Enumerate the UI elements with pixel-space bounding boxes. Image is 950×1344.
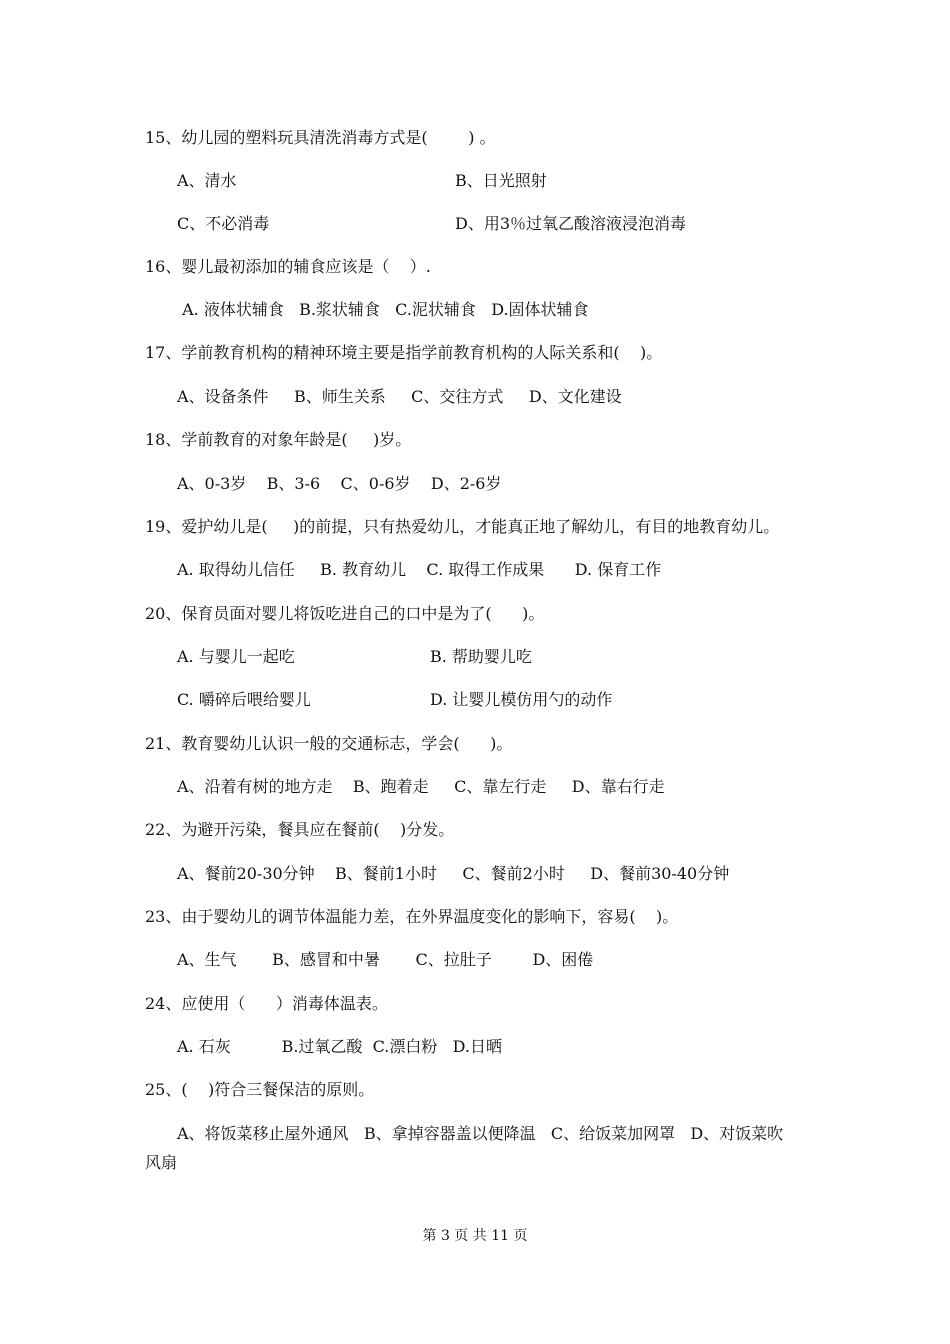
question-17-options: A、设备条件 B、师生关系 C、交往方式 D、文化建设 — [177, 387, 622, 406]
question-20-option-c: C. 嚼碎后喂给婴儿 — [177, 690, 311, 709]
question-15-option-a: A、清水 — [177, 171, 237, 190]
question-16-stem: 16、婴儿最初添加的辅食应该是（ ）. — [145, 257, 431, 276]
question-24-options: A. 石灰 B.过氧乙酸 C.漂白粉 D.日晒 — [177, 1037, 502, 1056]
question-23-options: A、生气 B、感冒和中暑 C、拉肚子 D、困倦 — [177, 950, 594, 969]
question-25-options: A、将饭菜移止屋外通风 B、拿掉容器盖以便降温 C、给饭菜加网罩 D、对饭菜吹 — [177, 1124, 784, 1143]
question-15-option-d: D、用3％过氧乙酸溶液浸泡消毒 — [455, 214, 687, 233]
question-24-stem: 24、应使用（ ）消毒体温表。 — [145, 994, 388, 1013]
question-16-options: A. 液体状辅食 B.浆状辅食 C.泥状辅食 D.固体状辅食 — [177, 300, 589, 319]
question-20-option-b: B. 帮助婴儿吃 — [430, 647, 532, 666]
question-18-options: A、0-3岁 B、3-6 C、0-6岁 D、2-6岁 — [177, 474, 502, 493]
question-22-options: A、餐前20-30分钟 B、餐前1小时 C、餐前2小时 D、餐前30-40分钟 — [177, 864, 730, 883]
question-19-stem: 19、爱护幼儿是( )的前提，只有热爱幼儿，才能真正地了解幼儿，有目的地教育幼儿。 — [145, 517, 780, 536]
question-19-options: A. 取得幼儿信任 B. 教育幼儿 C. 取得工作成果 D. 保育工作 — [177, 560, 662, 579]
question-22-stem: 22、为避开污染，餐具应在餐前( )分发。 — [145, 820, 455, 839]
question-15-option-c: C、不必消毒 — [177, 214, 270, 233]
question-18-stem: 18、学前教育的对象年龄是( )岁。 — [145, 430, 412, 449]
question-25-options-continued: 风扇 — [145, 1153, 178, 1172]
question-20-option-d: D. 让婴儿模仿用勺的动作 — [430, 690, 613, 709]
question-15-option-b: B、日光照射 — [455, 171, 547, 190]
question-17-stem: 17、学前教育机构的精神环境主要是指学前教育机构的人际关系和( )。 — [145, 343, 663, 362]
question-23-stem: 23、由于婴幼儿的调节体温能力差，在外界温度变化的影响下，容易( )。 — [145, 907, 679, 926]
question-20-stem: 20、保育员面对婴儿将饭吃进自己的口中是为了( )。 — [145, 604, 545, 623]
question-15-stem: 15、幼儿园的塑料玩具清洗消毒方式是( ) 。 — [145, 128, 496, 147]
question-20-option-a: A. 与婴儿一起吃 — [177, 647, 295, 666]
question-25-stem: 25、( )符合三餐保洁的原则。 — [145, 1080, 375, 1099]
page-footer: 第 3 页 共 11 页 — [422, 1228, 528, 1244]
question-21-options: A、沿着有树的地方走 B、跑着走 C、靠左行走 D、靠右行走 — [177, 777, 665, 796]
question-21-stem: 21、教育婴幼儿认识一般的交通标志，学会( )。 — [145, 734, 513, 753]
